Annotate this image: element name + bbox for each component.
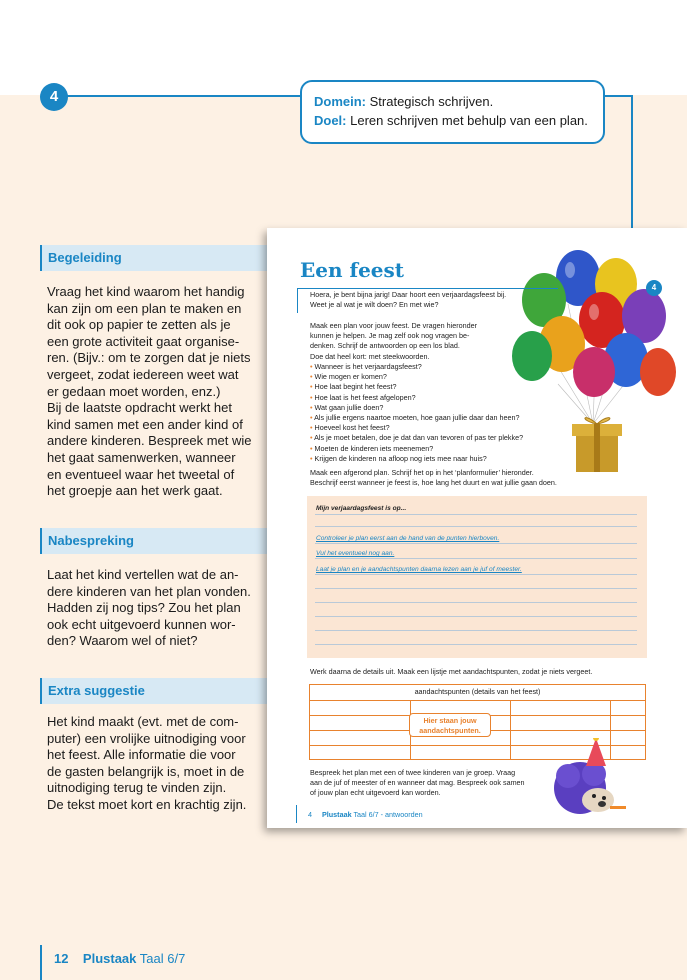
worksheet-intro <box>310 290 555 310</box>
worksheet-footer <box>308 810 423 819</box>
text-line: Hoera, je bent bijna jarig! Daar hoort een verjaardagsfeest bij. <box>310 290 507 299</box>
list-item: • Hoe laat begint het feest? <box>310 382 397 392</box>
plan-form-answer-line: Controleer je plan eerst aan de hand van de punten hierboven. <box>316 535 500 542</box>
text-line: Maak een afgerond plan. Schrijf het op in het ‘planformulier’ hieronder. <box>310 468 534 477</box>
worksheet-footer-rest: Taal 6/7 - antwoorden <box>353 810 423 819</box>
text-line: De tekst moet kort en krachtig zijn. <box>47 796 247 812</box>
table-note <box>409 713 491 737</box>
text-line: dere kinderen van het plan vonden. <box>47 583 251 599</box>
list-item: • Krijgen de kinderen na afloop nog iets mee naar huis? <box>310 453 487 463</box>
table-header: aandachtspunten (details van het feest) <box>414 687 541 696</box>
domain-label: Domein: <box>314 94 366 109</box>
worksheet-footer-brand: Plustaak <box>322 810 352 819</box>
text-line: ren. (Bijv.: om te zorgen dat je niets <box>47 350 251 366</box>
worksheet-footer-rule <box>296 805 297 823</box>
section-heading-nabespreking: Nabespreking <box>40 528 268 554</box>
list-item: • Hoe laat is het feest afgelopen? <box>310 392 416 402</box>
text-line: kind samen met een ander kind of <box>47 416 243 432</box>
worksheet-badge: 4 <box>646 280 662 296</box>
list-item: • Als jullie ergens naartoe moeten, hoe gaan jullie daar dan heen? <box>310 413 520 423</box>
plan-form-answer-line: Vul het eventueel nog aan. <box>316 550 395 557</box>
text-line: het feest. Alle informatie die voor <box>47 747 236 763</box>
text-line: aan de juf of meester of en wanneer dat mag. Bespreek ook samen <box>310 778 525 788</box>
worksheet-instructions <box>310 321 525 362</box>
text-line: Maak een plan voor jouw feest. De vragen hieronder <box>310 321 478 330</box>
text-line: het gaat samenwerken, wanneer <box>47 449 236 465</box>
plan-form <box>307 496 647 658</box>
section-body-begeleiding <box>47 284 257 500</box>
text-line: denken. Schrijf de antwoorden op een los blad. <box>310 341 460 351</box>
footer-brand: Plustaak <box>82 951 137 966</box>
text-line: kan zijn om een plan te maken en <box>47 300 242 316</box>
worksheet-title: Een feest <box>300 258 405 282</box>
text-line: er gedaan moet worden, enz.) <box>47 383 221 399</box>
text-line: den? Waarom wel of niet? <box>47 633 198 649</box>
text-line: Hier staan jouw <box>423 716 477 725</box>
section-heading-extra-suggestie: Extra suggestie <box>40 678 268 704</box>
text-line: aandachtspunten. <box>419 726 481 735</box>
text-line: Hadden zij nog tips? Zou het plan <box>47 600 241 616</box>
text-line: vergeet, zodat iedereen weet wat <box>47 366 239 382</box>
plan-form-answer-line: Laat je plan en je aandachtspunten daarna lezen aan je juf of meester. <box>316 566 522 573</box>
right-rule <box>631 95 633 230</box>
list-item: • Als je moet betalen, doe je dat dan van tevoren of pas ter plekke? <box>310 433 524 443</box>
footer-rule <box>40 945 42 980</box>
plan-instructions <box>310 468 640 488</box>
text-line: de gasten belangrijk is, moet in de <box>47 763 245 779</box>
text-line: andere kinderen. Bespreek met wie <box>47 433 252 449</box>
list-item: • Wie mogen er komen? <box>310 372 387 382</box>
list-item: • Moeten de kinderen iets meenemen? <box>310 443 434 453</box>
section-heading-begeleiding: Begeleiding <box>40 245 268 271</box>
text-line: Doe dat heel kort: met steekwoorden. <box>310 351 430 361</box>
domain-value: Strategisch schrijven. <box>369 94 494 109</box>
details-instruction: Werk daarna de details uit. Maak een lijstje met aandachtspunten, zodat je niets vergeet. <box>310 667 593 676</box>
question-list <box>310 362 570 464</box>
text-line: dit ook op papier te zetten als je <box>47 317 231 333</box>
worksheet-footer-page: 4 <box>308 810 312 819</box>
text-line: en eventueel waar het tweetal of <box>47 466 235 482</box>
domain-goal-box <box>300 80 605 144</box>
page-number: 12 <box>54 951 69 966</box>
goal-label: Doel: <box>314 113 347 128</box>
text-line: een grote activiteit gaat organise- <box>47 333 240 349</box>
list-item: • Wat gaan jullie doen? <box>310 402 384 412</box>
text-line: ook echt uitgevoerd kunnen wor- <box>47 616 236 632</box>
text-line: of jouw plan echt uitgevoerd kan worden. <box>310 788 441 798</box>
text-line: uitnodiging terug te vinden zijn. <box>47 780 227 796</box>
list-item: • Hoeveel kost het feest? <box>310 423 390 433</box>
section-body-nabespreking <box>47 567 257 650</box>
plan-form-heading: Mijn verjaardagsfeest is op... <box>316 505 407 512</box>
list-item: • Wanneer is het verjaardagsfeest? <box>310 362 422 371</box>
text-line: Laat het kind vertellen wat de an- <box>47 567 239 582</box>
page-footer <box>54 951 185 966</box>
text-line: Weet je al wat je wilt doen? En met wie? <box>310 300 439 310</box>
text-line: Het kind maakt (evt. met de com- <box>47 714 239 729</box>
text-line: Bij de laatste opdracht werkt het <box>47 400 232 416</box>
text-line: puter) een vrolijke uitnodiging voor <box>47 730 246 746</box>
text-line: Vraag het kind waarom het handig <box>47 284 245 299</box>
closing-text <box>310 768 575 799</box>
section-body-extra-suggestie <box>47 714 257 814</box>
footer-rest: Taal 6/7 <box>139 951 186 966</box>
lesson-number-badge: 4 <box>40 83 68 111</box>
text-line: kunnen je helpen. Je mag zelf ook nog vragen be- <box>310 331 470 341</box>
text-line: het groepje aan het werk gaat. <box>47 483 223 499</box>
text-line: Beschrijf eerst wanneer je feest is, hoe lang het duurt en wat jullie gaan doen. <box>310 478 557 488</box>
text-line: Bespreek het plan met een of twee kinderen van je groep. Vraag <box>310 768 516 777</box>
clown-dog-illustration <box>550 738 630 822</box>
goal-value: Leren schrijven met behulp van een plan. <box>350 113 588 128</box>
